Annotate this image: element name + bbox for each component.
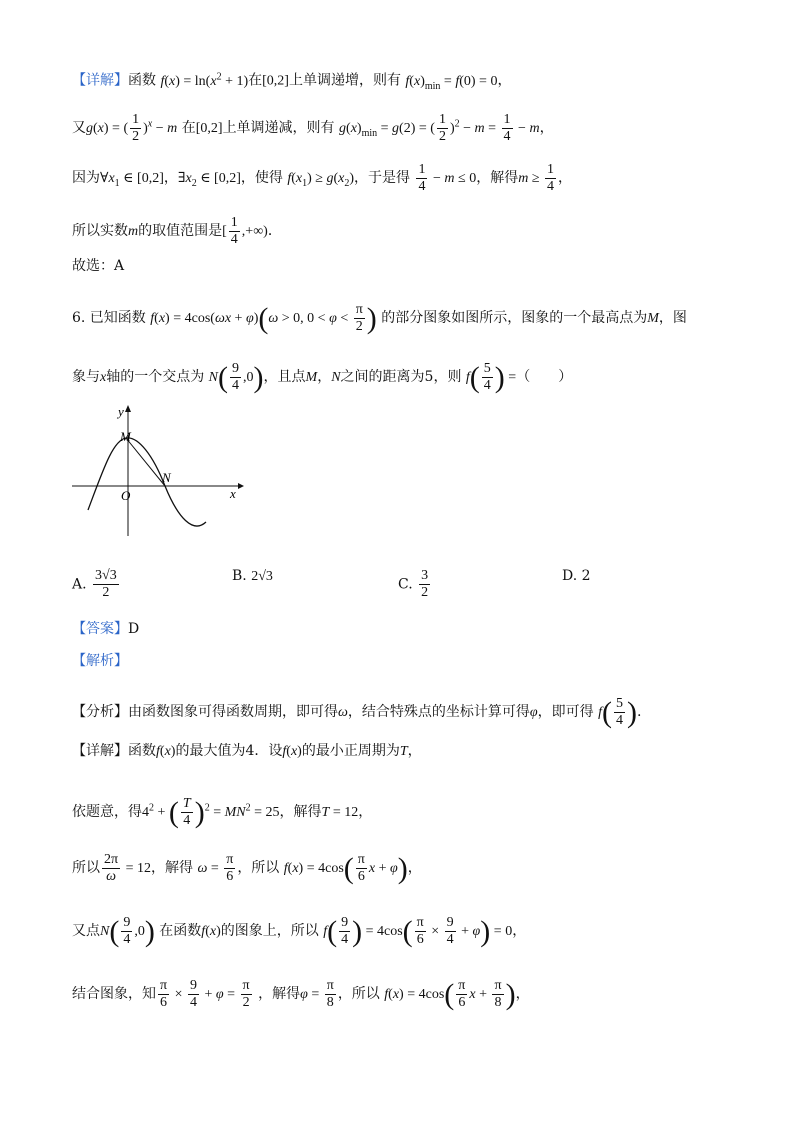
answer-value: D [128,621,140,637]
text: 函数 [128,72,156,89]
text: 在 [248,72,263,89]
text: 上单调递减，则有 [222,119,335,136]
analysis-tag: 【分析】 [72,703,128,720]
option-c-label: C. [398,576,413,593]
question-6-line-2: 象与x轴的一个交点为 N( $\frac{9}{4}$ ,0)，且点M，N之间的距离为5，则 f( $\frac{5}{4}$ ) =（ ） [72,360,573,394]
text: 上单调递增，则有 [288,72,401,89]
label-x: x [230,486,236,501]
text: 之间的距离为5，则 [340,368,462,385]
answer-tag: 【答案】 [72,621,128,637]
label-O: O [121,488,131,503]
text: ，解得 [476,169,519,186]
segment-MN [126,438,165,486]
label-y: y [118,404,124,419]
text: ，所以 [237,859,280,876]
text: 所以实数 [72,222,128,239]
label-N: N [162,470,171,485]
text: ， [163,169,178,186]
text: ，于是得 [354,169,411,186]
option-d: D. 2 [562,568,591,584]
text: 轴的一个交点为 [106,368,205,385]
text: ，且点 [263,368,306,385]
text: 由函数图象可得函数周期，即可得 [128,703,338,720]
detail-line-10: 结合图象，知 $\frac{\pi}{6}$ × $\frac{9}{4}$ + φ = $\frac{\pi}{2}$ ，解得φ = $\frac{\pi}{8}$ ，所以 f(x) = 4cos( $\frac{\pi}{6}$ x + $\frac{\pi}{8}$ )， [72,977,530,1011]
text: 所以 [72,859,100,876]
text: 在函数 [159,922,202,939]
analysis-line: 【分析】由函数图象可得函数周期，即可得ω，结合特殊点的坐标计算可得φ，即可得 f( $\frac{5}{4}$ ). [72,695,642,729]
option-c: C. $\frac{3}{2}$ [398,568,429,601]
text: ，结合特殊点的坐标计算可得 [347,703,530,720]
text: 的图象上，所以 [220,922,319,939]
option-b: B. 2√3 [232,568,273,584]
detail-tag: 【详解】 [72,72,128,89]
text: ，解得 [279,803,322,820]
text: 的最小正周期为 [301,743,400,759]
text: 6. 已知函数 [72,309,146,326]
question-6-line-1: 6. 已知函数 f(x) = 4cos(ωx + φ)(ω > 0, 0 < φ < $\frac{\pi}{2}$ ) 的部分图象如图所示，图象的一个最高点为M，图 [72,301,687,335]
text: 结合图象，知 [72,985,156,1002]
y-axis-arrow [125,405,131,412]
option-a-label: A. [72,576,87,593]
x-axis-arrow [238,483,244,489]
label-M: M [120,429,131,444]
detail-tag-2: 【详解】 [72,743,128,759]
text: ，所以 [337,985,380,1002]
text: 函数 [128,743,156,759]
answer-line [72,622,139,636]
detail-line-8: 所以 $\frac{2\pi}{\omega}$ = 12，解得 ω = $\frac{\pi}{6}$ ，所以 f(x) = 4cos( $\frac{\pi}{6}$ x + φ)， [72,851,422,885]
analysis-header: 【解析】 [72,653,128,669]
option-b-label: B. [232,568,247,584]
detail-line-3: 因为$\forall x_1$ ∈ [0,2]，$\exists x_2$ ∈ [0,2]，使得 $f(x_1) \ge g(x_2)$，于是得 $\frac{1}{4}$ − m ≤ 0，解得m ≥ $\frac{1}{4}$ ， [72,162,573,195]
detail-line-7: 依题意，得$4^2$ + ( $\frac{T}{4}$ )$^2 = MN^2 = 25$，解得T = 12， [72,795,373,829]
text: ，即可得 [537,703,594,720]
detail-line-4: 所以实数m的取值范围是[ $\frac{1}{4}$ ,+∞)． [72,215,282,248]
text: 因为 [72,169,100,186]
detail-line-6: 【详解】函数f(x)的最大值为4．设f(x)的最小正周期为T， [72,743,422,759]
function-graph [68,400,248,540]
text: 象与 [72,368,100,385]
detail-line-2: 又g(x) = ( $\frac{1}{2}$ )$^x$ − m 在[0,2]上单调递减，则有 $g(x)_{min} = g(2)$ = ( $\frac{1}{2}$ )$^2$ − m = $\frac{1}{4}$ − m， [72,112,554,145]
detail-line-9: 又点N( $\frac{9}{4}$ ,0) 在函数f(x)的图象上，所以 f( $\frac{9}{4}$ ) = 4cos( $\frac{\pi}{6}$ × $\frac{9}{4}$ + φ) = 0， [72,914,527,948]
text: （ ） [516,368,573,385]
text: 在 [181,119,196,136]
text: 的部分图象如图所示，图象的一个最高点为 [381,309,648,326]
detail-line-1: 【详解】函数 $f(x) = \ln(x^2 + 1)$在[0,2]上单调递增，则有 $f(x)_{min} = f(0) = 0$， [72,71,512,92]
text: ，图 [658,309,687,326]
text: ，解得 [150,859,193,876]
cosine-curve [88,438,206,526]
text: 又 [72,119,86,136]
answer-choice-line: 故选：A [72,258,125,274]
option-a: A. $\frac{3√3}{2}$ [72,568,117,601]
text: ，解得 [258,985,301,1002]
text: ，使得 [240,169,283,186]
text: 依题意，得 [72,803,142,820]
text: 的取值范围是 [138,222,223,239]
text: 的最大值为4．设 [175,743,283,759]
text: 又点 [72,922,100,939]
